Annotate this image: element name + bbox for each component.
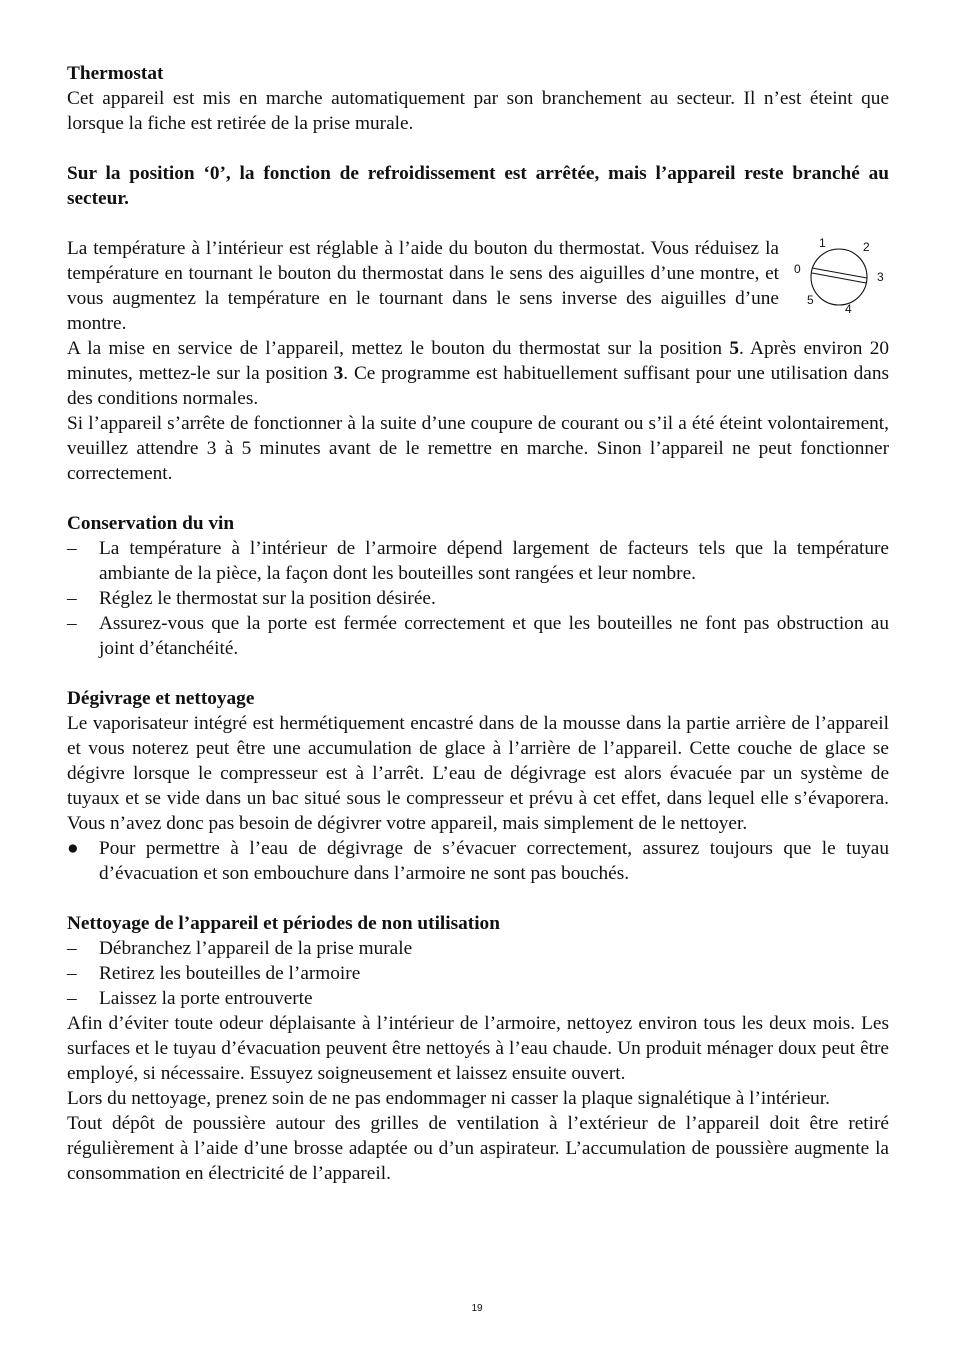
list-item (67, 936, 889, 961)
dial-label-4: 4 (845, 302, 852, 316)
nettoyage-para-1: Afin d’éviter toute odeur déplaisante à l’intérieur de l’armoire, nettoyez environ tous les deux mois. Les surfaces et le tuyau d’évacuation peuvent être nettoyés à l’eau chaude. Un produit ménager doux peut être employé, si nécessaire. Essuyez soigneusement et laissez ensuite ouvert. (67, 1013, 889, 1084)
degivrage-text: Le vaporisateur intégré est hermétiquement encastré dans de la mousse dans la partie arrière de l’appareil et vous noterez peut être une accumulation de glace à l’arrière de l’appareil. Cette couche de glace se dégivre lorsque le compresseur est à l’arrêt. L’eau de dégivrage est alors évacuée par un système de tuyaux et se vide dans un bac situé sous le compresseur et prévu à cet effet, dans lequel elle s’évaporera. Vous n’avez donc pas besoin de dégivrer votre appareil, mais simplement de le nettoyer. (67, 713, 889, 834)
dash-marker: – (67, 588, 77, 609)
p2-text-a: A la mise en service de l’appareil, mettez le bouton du thermostat sur la position (67, 338, 730, 359)
list-item-text: Pour permettre à l’eau de dégivrage de s’évacuer correctement, assurez toujours que le tuyau d’évacuation et son embouchure dans l’armoire ne sont pas bouchés. (99, 838, 889, 884)
list-item-text: Débranchez l’appareil de la prise murale (99, 938, 413, 959)
p2-text-c: . Après environ 20 minutes, mettez-le sur la position (67, 338, 889, 384)
dash-marker: – (67, 613, 77, 634)
dash-marker: – (67, 538, 77, 559)
p2-text-e: . Ce programme est habituellement suffisant pour une utilisation dans des conditions normales. (67, 363, 889, 409)
list-item (67, 836, 889, 886)
list-item (67, 586, 889, 611)
bullet-marker: ● (67, 838, 79, 859)
page-number: 19 (471, 1303, 483, 1314)
thermostat-intro: Cet appareil est mis en marche automatiquement par son branchement au secteur. Il n’est éteint que lorsque la fiche est retirée de la prise murale. (67, 88, 889, 134)
degivrage-bullet-list (67, 836, 889, 886)
nettoyage-list (67, 936, 889, 1011)
list-item (67, 961, 889, 986)
thermostat-heading: Thermostat (67, 63, 164, 84)
list-item-text: Laissez la porte entrouverte (99, 988, 313, 1009)
dial-pointer-line-2 (812, 273, 866, 283)
conservation-list (67, 536, 889, 661)
thermostat-para-3: Si l’appareil s’arrête de fonctionner à la suite d’une coupure de courant ou s’il a été éteint volontairement, veuillez attendre 3 à 5 minutes avant de le remettre en marche. Sinon l’appareil ne peut fonctionner correctement. (67, 413, 889, 484)
position-3: 3 (333, 363, 344, 384)
dial-label-0: 0 (794, 262, 801, 276)
thermostat-dial-diagram (793, 234, 898, 326)
dial-label-3: 3 (877, 270, 884, 284)
list-item-text: Réglez le thermostat sur la position désirée. (99, 588, 436, 609)
list-item-text: La température à l’intérieur de l’armoire dépend largement de facteurs tels que la température ambiante de la pièce, la façon dont les bouteilles sont rangées et leur nombre. (99, 538, 889, 584)
list-item-text: Assurez-vous que la porte est fermée correctement et que les bouteilles ne font pas obstruction au joint d’étanchéité. (99, 613, 889, 659)
nettoyage-heading: Nettoyage de l’appareil et périodes de non utilisation (67, 913, 500, 934)
dial-label-1: 1 (819, 236, 826, 250)
manual-page (67, 61, 889, 1186)
list-item (67, 536, 889, 586)
dial-label-2: 2 (863, 240, 870, 254)
dial-label-5: 5 (807, 293, 814, 307)
position-5: 5 (729, 338, 739, 359)
dash-marker: – (67, 988, 77, 1009)
thermostat-para-1: La température à l’intérieur est réglable à l’aide du bouton du thermostat. Vous réduisez la température en tournant le bouton du thermostat dans le sens des aiguilles d’une montre, et vous augmentez la température en le tournant dans le sens inverse des aiguilles d’une montre. (67, 238, 779, 334)
dash-marker: – (67, 963, 77, 984)
dial-pointer-line-1 (812, 268, 867, 278)
thermostat-para-2 (67, 336, 889, 411)
degivrage-heading: Dégivrage et nettoyage (67, 688, 255, 709)
list-item (67, 611, 889, 661)
conservation-heading: Conservation du vin (67, 513, 235, 534)
nettoyage-para-3: Tout dépôt de poussière autour des grilles de ventilation à l’extérieur de l’appareil doit être retiré régulièrement à l’aide d’une brosse adaptée ou d’un aspirateur. L’accumulation de poussière augmente la consommation en électricité de l’appareil. (67, 1113, 889, 1184)
dash-marker: – (67, 938, 77, 959)
list-item (67, 986, 889, 1011)
thermostat-warning: Sur la position ‘0’, la fonction de refroidissement est arrêtée, mais l’appareil reste branché au secteur. (67, 163, 889, 209)
list-item-text: Retirez les bouteilles de l’armoire (99, 963, 361, 984)
nettoyage-para-2: Lors du nettoyage, prenez soin de ne pas endommager ni casser la plaque signalétique à l’intérieur. (67, 1088, 830, 1109)
